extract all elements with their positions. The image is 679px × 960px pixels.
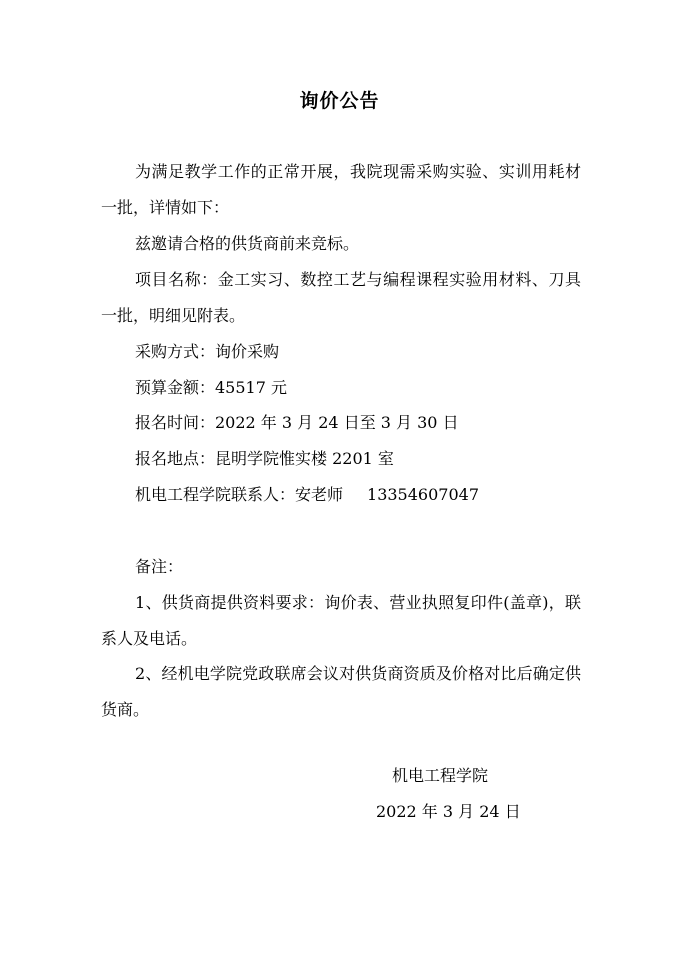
registration-time: 报名时间：2022 年 3 月 24 日至 3 月 30 日: [135, 413, 459, 432]
budget-amount: 预算金额：45517 元: [135, 378, 287, 397]
project-paragraph: 项目名称：金工实习、数控工艺与编程课程实验用材料、刀具一批，明细见附表。: [101, 270, 581, 325]
document-title: 询价公告: [299, 90, 380, 112]
registration-place: 报名地点：昆明学院惟实楼 2201 室: [135, 449, 394, 468]
invite-line: 兹邀请合格的供货商前来竞标。: [135, 234, 360, 253]
signature-date: 2022 年 3 月 24 日: [376, 802, 521, 821]
contact-line: [135, 477, 479, 513]
note-1: 1、供货商提供资料要求：询价表、营业执照复印件(盖章)，联系人及电话。: [101, 593, 581, 648]
contact-phone: 13354607047: [367, 485, 479, 504]
procurement-method: 采购方式：询价采购: [135, 342, 280, 361]
contact-label: 机电工程学院联系人：安老师: [135, 485, 344, 504]
note-2: 2、经机电学院党政联席会议对供货商资质及价格对比后确定供货商。: [101, 664, 581, 719]
signature-org: 机电工程学院: [392, 766, 489, 785]
intro-paragraph: 为满足教学工作的正常开展，我院现需采购实验、实训用耗材一批，详情如下：: [101, 162, 581, 217]
notes-heading: 备注：: [135, 557, 184, 576]
